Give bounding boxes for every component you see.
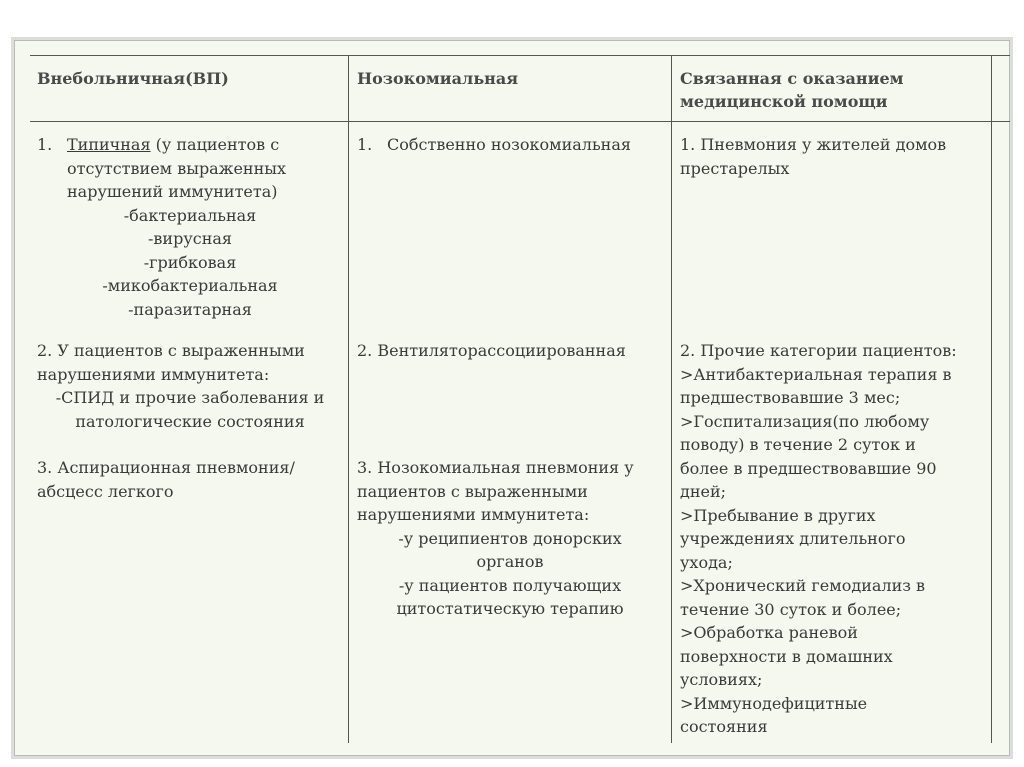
col3-item2 bbox=[680, 339, 986, 739]
col3-item2-line: дней; bbox=[680, 482, 727, 501]
col3-item2-line: учреждениях длительного bbox=[680, 529, 906, 548]
col1-item3-l2: абсцесс легкого bbox=[37, 481, 174, 501]
table-top-rule bbox=[30, 55, 1010, 56]
col3-item1-l2: престарелых bbox=[680, 158, 790, 178]
col3-item2-line: >Пребывание в других bbox=[680, 505, 876, 525]
col1-item1-text-l1: (у пациентов с bbox=[150, 135, 280, 154]
col1-item1-number: 1. bbox=[37, 135, 53, 154]
header-healthcare-line1: Связанная с оказанием bbox=[680, 69, 904, 88]
col1-item2-l1: 2. У пациентов с выраженными bbox=[37, 341, 305, 360]
header-nosocomial: Нозокомиальная bbox=[357, 69, 519, 88]
col1-item2-l4: патологические состояния bbox=[75, 411, 305, 431]
col2-item3-l3: нарушениями иммунитета: bbox=[357, 505, 590, 524]
col1-item2-l2: нарушениями иммунитета: bbox=[37, 364, 270, 384]
col1-subtype-mycobacterial: -микобактериальная bbox=[102, 276, 278, 295]
col1-item1-title: Типичная bbox=[67, 135, 151, 154]
col1-subtype-viral: -вирусная bbox=[148, 229, 232, 248]
column-divider-1 bbox=[348, 55, 349, 743]
col2-item1 bbox=[357, 133, 663, 157]
col1-item2 bbox=[37, 339, 343, 433]
col3-item2-line: >Антибактериальная терапия в bbox=[680, 364, 952, 384]
col3-item2-line: состояния bbox=[680, 717, 768, 736]
col3-item1 bbox=[680, 133, 986, 180]
header-healthcare-associated bbox=[680, 67, 986, 113]
col3-item2-line: более в предшествовавшие 90 bbox=[680, 458, 937, 478]
col2-item2 bbox=[357, 339, 663, 363]
col1-item3-l1: 3. Аспирационная пневмония/ bbox=[37, 458, 295, 477]
col1-item1-text-l2: отсутствием выраженных bbox=[67, 158, 286, 178]
col3-item2-line: течение 30 суток и более; bbox=[680, 599, 902, 619]
col1-item1 bbox=[37, 133, 343, 321]
col2-item1-text: Собственно нозокомиальная bbox=[387, 135, 631, 154]
col3-item2-line: поверхности в домашних bbox=[680, 646, 893, 666]
col1-subtype-parasitic: -паразитарная bbox=[128, 299, 252, 319]
col3-item2-line: >Хронический гемодиализ в bbox=[680, 576, 926, 595]
col1-item2-l3: -СПИД и прочие заболевания и bbox=[55, 388, 325, 407]
col3-item2-line: условиях; bbox=[680, 670, 763, 689]
col2-item1-number: 1. bbox=[357, 135, 373, 154]
col3-item2-line: 2. Прочие категории пациентов: bbox=[680, 341, 957, 360]
col1-subtype-fungal: -грибковая bbox=[143, 252, 237, 272]
col3-item1-l1: 1. Пневмония у жителей домов bbox=[680, 135, 947, 154]
col3-item2-line: >Госпитализация(по любому bbox=[680, 411, 930, 431]
col2-item3-l6: -у пациентов получающих bbox=[398, 575, 622, 595]
col2-item3 bbox=[357, 456, 663, 621]
col2-item3-l4: -у реципиентов донорских bbox=[398, 528, 622, 548]
col3-item2-line: ухода; bbox=[680, 552, 733, 572]
col1-subtype-bacterial: -бактериальная bbox=[123, 205, 257, 225]
header-healthcare-line2: медицинской помощи bbox=[680, 92, 888, 111]
col3-item2-line: >Обработка раневой bbox=[680, 623, 858, 642]
col2-item3-l5: органов bbox=[476, 552, 544, 571]
col1-item3 bbox=[37, 456, 343, 503]
col2-item3-l1: 3. Нозокомиальная пневмония у bbox=[357, 458, 634, 477]
slide-frame bbox=[14, 40, 1010, 756]
col2-item3-l7: цитостатическую терапию bbox=[396, 599, 624, 618]
classification-table bbox=[15, 41, 1009, 755]
col3-item2-line: поводу) в течение 2 суток и bbox=[680, 435, 916, 454]
col2-item3-l2: пациентов с выраженными bbox=[357, 481, 588, 501]
col2-item2-text: 2. Вентиляторассоциированная bbox=[357, 341, 626, 360]
header-bottom-rule bbox=[30, 121, 1010, 122]
col3-item2-line: >Иммунодефицитные bbox=[680, 693, 868, 713]
header-community-acquired: Внебольничная(ВП) bbox=[37, 69, 229, 88]
col1-item1-text-l3: нарушений иммунитета) bbox=[67, 182, 278, 201]
column-divider-2 bbox=[671, 55, 672, 743]
column-divider-3 bbox=[991, 55, 992, 743]
col3-item2-line: предшествовавшие 3 мес; bbox=[680, 388, 901, 407]
